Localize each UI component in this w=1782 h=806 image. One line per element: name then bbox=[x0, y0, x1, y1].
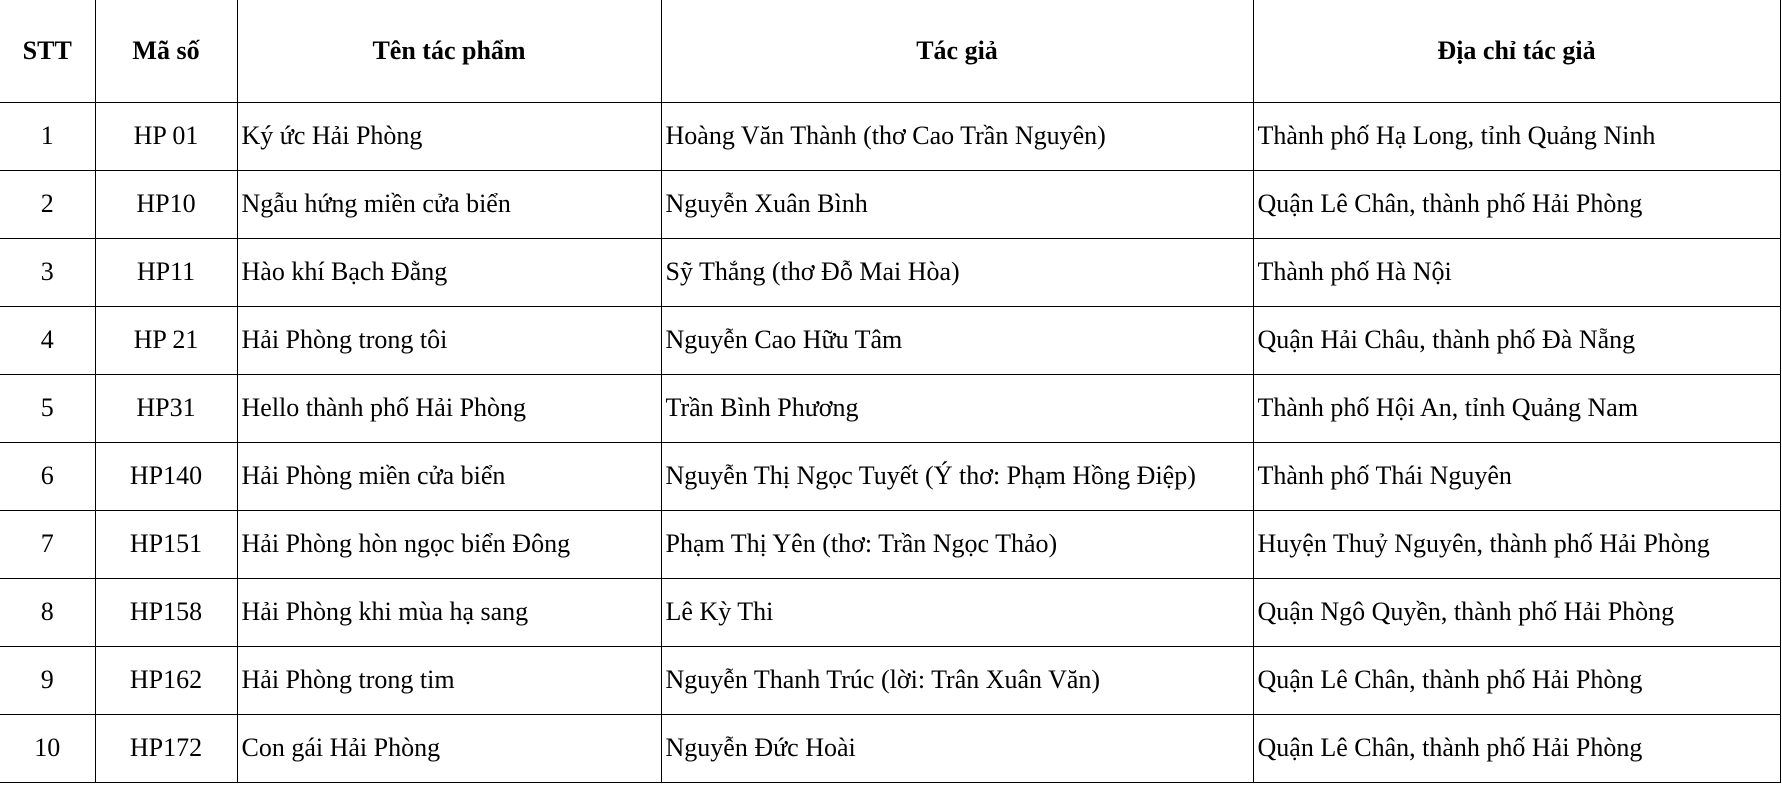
table-row bbox=[0, 103, 1780, 171]
table-row bbox=[0, 375, 1780, 443]
cell-ma-so: HP151 bbox=[95, 511, 237, 579]
table-row bbox=[0, 171, 1780, 239]
cell-dia-chi: Quận Lê Chân, thành phố Hải Phòng bbox=[1253, 171, 1780, 239]
cell-ten-tac-pham: Hải Phòng trong tim bbox=[237, 647, 661, 715]
table-row bbox=[0, 511, 1780, 579]
cell-dia-chi: Quận Lê Chân, thành phố Hải Phòng bbox=[1253, 647, 1780, 715]
cell-dia-chi: Quận Hải Châu, thành phố Đà Nẵng bbox=[1253, 307, 1780, 375]
cell-stt: 4 bbox=[0, 307, 95, 375]
header-row bbox=[0, 0, 1780, 103]
table-body bbox=[0, 103, 1780, 783]
table-row bbox=[0, 307, 1780, 375]
cell-tac-gia: Nguyễn Thanh Trúc (lời: Trân Xuân Văn) bbox=[661, 647, 1253, 715]
cell-ma-so: HP162 bbox=[95, 647, 237, 715]
cell-ma-so: HP158 bbox=[95, 579, 237, 647]
cell-dia-chi: Quận Ngô Quyền, thành phố Hải Phòng bbox=[1253, 579, 1780, 647]
table-row bbox=[0, 579, 1780, 647]
cell-stt: 3 bbox=[0, 239, 95, 307]
cell-tac-gia: Nguyễn Cao Hữu Tâm bbox=[661, 307, 1253, 375]
header-dia-chi: Địa chỉ tác giả bbox=[1253, 0, 1780, 103]
cell-tac-gia: Trần Bình Phương bbox=[661, 375, 1253, 443]
header-ma-so: Mã số bbox=[95, 0, 237, 103]
cell-ma-so: HP140 bbox=[95, 443, 237, 511]
cell-ten-tac-pham: Hải Phòng miền cửa biển bbox=[237, 443, 661, 511]
cell-dia-chi: Thành phố Thái Nguyên bbox=[1253, 443, 1780, 511]
cell-stt: 8 bbox=[0, 579, 95, 647]
cell-ten-tac-pham: Hello thành phố Hải Phòng bbox=[237, 375, 661, 443]
cell-stt: 2 bbox=[0, 171, 95, 239]
cell-stt: 5 bbox=[0, 375, 95, 443]
cell-ma-so: HP31 bbox=[95, 375, 237, 443]
cell-ten-tac-pham: Hải Phòng trong tôi bbox=[237, 307, 661, 375]
table-row bbox=[0, 715, 1780, 783]
header-tac-gia: Tác giả bbox=[661, 0, 1253, 103]
cell-stt: 1 bbox=[0, 103, 95, 171]
cell-stt: 7 bbox=[0, 511, 95, 579]
table-row bbox=[0, 239, 1780, 307]
cell-stt: 9 bbox=[0, 647, 95, 715]
cell-ten-tac-pham: Ngẫu hứng miền cửa biển bbox=[237, 171, 661, 239]
cell-tac-gia: Nguyễn Xuân Bình bbox=[661, 171, 1253, 239]
cell-ma-so: HP10 bbox=[95, 171, 237, 239]
table-row bbox=[0, 647, 1780, 715]
cell-stt: 10 bbox=[0, 715, 95, 783]
cell-dia-chi: Huyện Thuỷ Nguyên, thành phố Hải Phòng bbox=[1253, 511, 1780, 579]
cell-tac-gia: Phạm Thị Yên (thơ: Trần Ngọc Thảo) bbox=[661, 511, 1253, 579]
cell-ten-tac-pham: Con gái Hải Phòng bbox=[237, 715, 661, 783]
cell-tac-gia: Hoàng Văn Thành (thơ Cao Trần Nguyên) bbox=[661, 103, 1253, 171]
cell-ma-so: HP11 bbox=[95, 239, 237, 307]
cell-stt: 6 bbox=[0, 443, 95, 511]
cell-tac-gia: Lê Kỳ Thi bbox=[661, 579, 1253, 647]
cell-ma-so: HP172 bbox=[95, 715, 237, 783]
cell-dia-chi: Thành phố Hà Nội bbox=[1253, 239, 1780, 307]
table-row bbox=[0, 443, 1780, 511]
table-header bbox=[0, 0, 1780, 103]
cell-tac-gia: Sỹ Thắng (thơ Đỗ Mai Hòa) bbox=[661, 239, 1253, 307]
cell-dia-chi: Quận Lê Chân, thành phố Hải Phòng bbox=[1253, 715, 1780, 783]
header-stt: STT bbox=[0, 0, 95, 103]
cell-ma-so: HP 21 bbox=[95, 307, 237, 375]
cell-ma-so: HP 01 bbox=[95, 103, 237, 171]
cell-dia-chi: Thành phố Hội An, tỉnh Quảng Nam bbox=[1253, 375, 1780, 443]
cell-tac-gia: Nguyễn Đức Hoài bbox=[661, 715, 1253, 783]
header-ten-tac-pham: Tên tác phẩm bbox=[237, 0, 661, 103]
cell-tac-gia: Nguyễn Thị Ngọc Tuyết (Ý thơ: Phạm Hồng Điệp) bbox=[661, 443, 1253, 511]
cell-ten-tac-pham: Ký ức Hải Phòng bbox=[237, 103, 661, 171]
cell-ten-tac-pham: Hào khí Bạch Đằng bbox=[237, 239, 661, 307]
cell-ten-tac-pham: Hải Phòng hòn ngọc biển Đông bbox=[237, 511, 661, 579]
cell-ten-tac-pham: Hải Phòng khi mùa hạ sang bbox=[237, 579, 661, 647]
cell-dia-chi: Thành phố Hạ Long, tỉnh Quảng Ninh bbox=[1253, 103, 1780, 171]
